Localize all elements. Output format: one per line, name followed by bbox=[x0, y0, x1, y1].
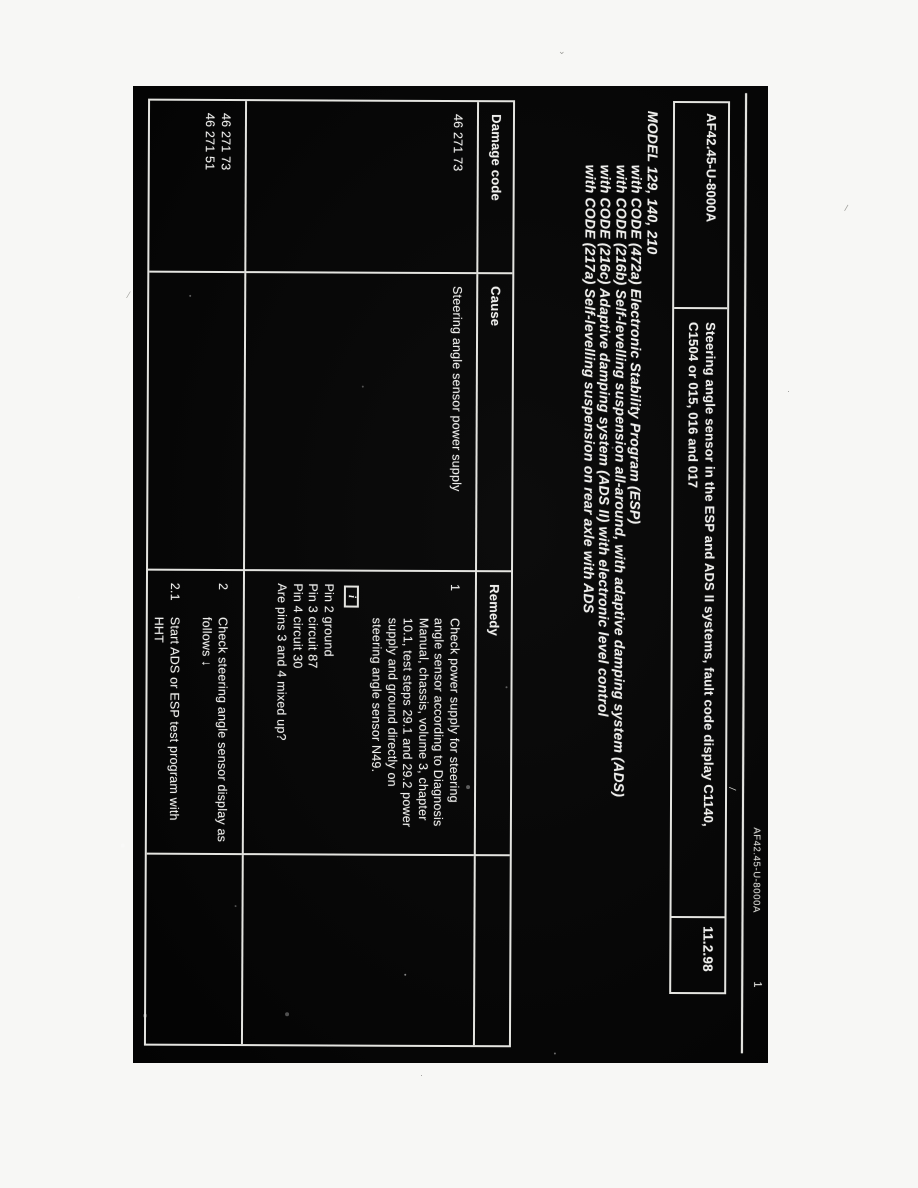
info-icon bbox=[344, 586, 359, 608]
check-question: Are pins 3 and 4 mixed up? bbox=[274, 583, 290, 741]
damage-code-cell bbox=[244, 101, 477, 274]
cause-cell bbox=[148, 273, 244, 571]
step-text bbox=[368, 618, 462, 846]
doc-title-line1: Steering angle sensor in the ESP and ADS II systems, fault code display C1140, bbox=[700, 322, 719, 827]
page-number: 1 bbox=[751, 981, 764, 988]
remedy-step bbox=[368, 584, 462, 846]
document-page bbox=[133, 86, 768, 1063]
col-header-damage-code: Damage code bbox=[476, 102, 513, 274]
step-text-line: Start ADS or ESP test program with bbox=[166, 616, 182, 821]
pin-list-item: Pin 4 circuit 30 bbox=[290, 583, 305, 669]
scan-artifact: ⌄ bbox=[558, 46, 566, 56]
scan-artifact: · bbox=[787, 386, 790, 396]
model-code-line: with CODE (472a) Electronic Stability Program (ESP) bbox=[627, 164, 646, 525]
cause-cell: Steering angle sensor power supply bbox=[243, 273, 476, 572]
remedy-step bbox=[198, 583, 230, 845]
col-header-empty bbox=[473, 856, 510, 1045]
empty-cell bbox=[241, 855, 474, 1045]
step-text-line: angle sensor according to Diagnosis bbox=[431, 617, 447, 827]
step-text-line: steering angle sensor N49. bbox=[369, 617, 385, 773]
doc-title-line2: C1504 or 015, 016 and 017 bbox=[685, 322, 702, 489]
damage-code-value: 46 271 73 bbox=[218, 112, 234, 171]
model-title: MODEL 129, 140, 210 bbox=[644, 110, 662, 255]
pin-list-item: Pin 2 ground bbox=[321, 583, 336, 657]
model-code-line: with CODE (216c) Adaptive damping system (ADS II) with electronic level control bbox=[595, 164, 615, 717]
step-text-line: supply and ground directly on bbox=[385, 617, 400, 787]
scan-artifact: / bbox=[843, 202, 849, 214]
doc-date: 11.2.98 bbox=[700, 926, 716, 972]
scan-artifact: / bbox=[725, 786, 738, 791]
remedy-cell bbox=[147, 571, 243, 855]
step-text bbox=[198, 617, 230, 845]
running-header-code: AF42.45-U-8000A bbox=[750, 827, 762, 913]
damage-code-value: 46 271 51 bbox=[203, 112, 218, 171]
info-icon-glyph: i bbox=[346, 595, 359, 599]
damage-code-table bbox=[144, 99, 515, 1048]
step-number: 2 bbox=[215, 582, 230, 591]
col-header-cause: Cause bbox=[475, 274, 512, 572]
scan-artifact: · bbox=[420, 1070, 423, 1080]
doc-title bbox=[672, 309, 728, 918]
model-block bbox=[580, 111, 660, 798]
scan-artifact: ⁄ bbox=[128, 290, 130, 300]
damage-code-value: 46 271 73 bbox=[450, 113, 466, 172]
top-rule bbox=[741, 93, 747, 1053]
step-number: 1 bbox=[447, 583, 462, 592]
step-text-line: Manual, chassis, volume 3, chapter bbox=[415, 617, 431, 821]
empty-cell bbox=[146, 855, 242, 1044]
remedy-cell bbox=[242, 571, 475, 856]
model-code-line: with CODE (216b) Self-levelling suspension all-around, with adaptive damping system (ADS) bbox=[611, 164, 630, 798]
pin-list-item: Pin 3 circuit 87 bbox=[306, 583, 321, 669]
step-text-line: Check steering angle sensor display as bbox=[214, 616, 230, 843]
remedy-step bbox=[150, 583, 182, 845]
step-text-line: 10.1, test steps 29.1 and 29.2 power bbox=[400, 617, 416, 828]
model-code-line: with CODE (217a) Self-levelling suspension on rear axle with ADS bbox=[580, 164, 599, 614]
step-number: 2.1 bbox=[167, 582, 182, 601]
col-header-remedy: Remedy bbox=[474, 572, 511, 856]
pin-list bbox=[273, 583, 336, 845]
header-table bbox=[669, 101, 730, 994]
damage-code-cell bbox=[149, 101, 245, 273]
step-text-line: Check power supply for steering bbox=[447, 617, 462, 803]
step-text-line: HHT bbox=[152, 616, 167, 644]
doc-code: AF42.45-U-8000A bbox=[674, 103, 728, 309]
step-text-line: follows ↓ bbox=[200, 616, 215, 667]
step-text bbox=[150, 617, 182, 845]
